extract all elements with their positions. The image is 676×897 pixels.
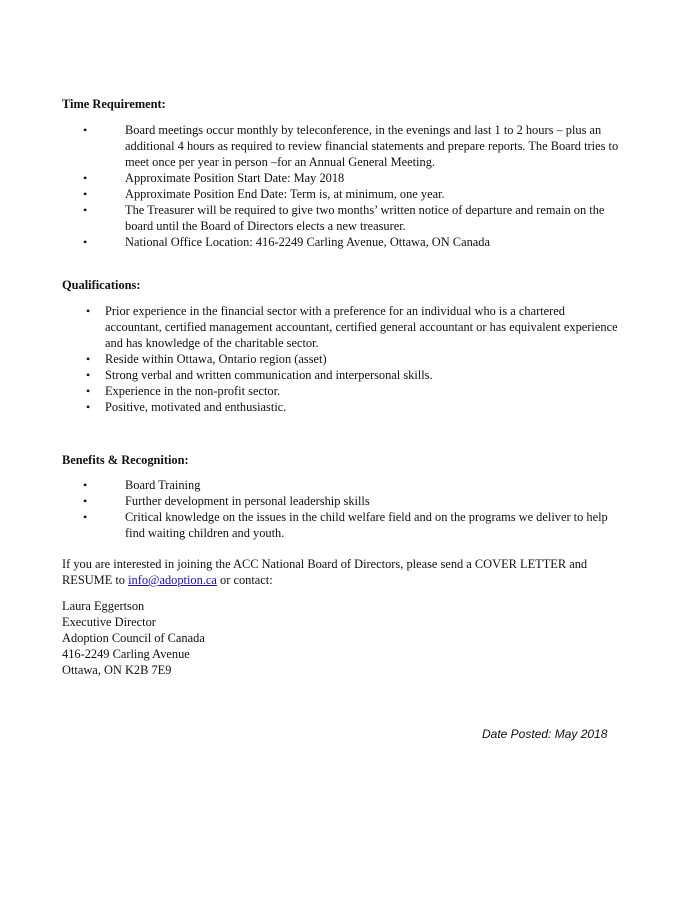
list-item: [62, 122, 622, 170]
bullet-icon: •: [86, 368, 91, 382]
closing-text-after: or contact:: [216, 573, 273, 587]
time-requirement-section: [62, 96, 622, 250]
list-item: [62, 186, 622, 202]
list-item: [62, 202, 622, 234]
contact-city: Ottawa, ON K2B 7E9: [62, 663, 172, 677]
list-item: [62, 351, 622, 367]
list-item: [62, 383, 622, 399]
bullet-icon: •: [83, 478, 88, 492]
list-item-text: Strong verbal and written communication and interpersonal skills.: [105, 368, 433, 382]
contact-street: 416-2249 Carling Avenue: [62, 647, 190, 661]
list-item: [62, 509, 622, 541]
list-item-text: Positive, motivated and enthusiastic.: [105, 400, 287, 414]
benefits-section: [62, 452, 622, 541]
closing-text: [62, 556, 622, 588]
list-item-text: Approximate Position Start Date: May 2018: [125, 171, 345, 185]
list-item-text: The Treasurer will be required to give two months’ written notice of departure and remain on the board until the Board of Directors elects a new treasurer.: [125, 203, 605, 233]
list-item-text: Board meetings occur monthly by teleconference, in the evenings and last 1 to 2 hours – plus an additional 4 hours as required to review financial statements and prepare reports. The Board tries to meet once per year in person –for an Annual General Meeting.: [125, 123, 619, 169]
list-item: [62, 493, 622, 509]
email-link[interactable]: info@adoption.ca: [128, 573, 217, 587]
list-item-text: Board Training: [125, 478, 201, 492]
bullet-icon: •: [83, 187, 88, 201]
list-item-text: Reside within Ottawa, Ontario region (asset): [105, 352, 327, 366]
bullet-icon: •: [86, 352, 91, 366]
date-posted: Date Posted: May 2018: [482, 727, 608, 741]
qualifications-section: [62, 277, 622, 415]
bullet-icon: •: [83, 123, 88, 137]
contact-organization: Adoption Council of Canada: [62, 631, 205, 645]
bullet-icon: •: [83, 510, 88, 524]
list-item-text: National Office Location: 416-2249 Carling Avenue, Ottawa, ON Canada: [125, 235, 490, 249]
closing-text-before: If you are interested in joining the ACC National Board of Directors, please send a COVER LETTER and RESUME to: [62, 557, 588, 587]
bullet-icon: •: [86, 400, 91, 414]
list-item: [62, 477, 622, 493]
closing-paragraph: [62, 556, 622, 588]
qualifications-heading: Qualifications:: [62, 278, 141, 292]
time-requirement-list: [62, 122, 622, 250]
bullet-icon: •: [86, 304, 91, 318]
list-item: [62, 399, 622, 415]
list-item-text: Prior experience in the financial sector with a preference for an individual who is a chartered accountant, certified management accountant, certified general accountant or has equivalent experience and has knowledge of the charitable sector.: [105, 304, 618, 350]
list-item: [62, 367, 622, 383]
list-item: [62, 234, 622, 250]
list-item-text: Critical knowledge on the issues in the child welfare field and on the programs we deliver to help find waiting children and youth.: [125, 510, 608, 540]
qualifications-list: [62, 303, 622, 415]
contact-name: Laura Eggertson: [62, 599, 145, 613]
bullet-icon: •: [83, 171, 88, 185]
list-item: [62, 170, 622, 186]
bullet-icon: •: [83, 235, 88, 249]
contact-block: [62, 598, 622, 678]
list-item-text: Experience in the non-profit sector.: [105, 384, 281, 398]
list-item: [62, 303, 622, 351]
bullet-icon: •: [83, 494, 88, 508]
bullet-icon: •: [86, 384, 91, 398]
benefits-list: [62, 477, 622, 541]
benefits-heading: Benefits & Recognition:: [62, 453, 189, 467]
bullet-icon: •: [83, 203, 88, 217]
time-requirement-heading: Time Requirement:: [62, 97, 166, 111]
list-item-text: Approximate Position End Date: Term is, at minimum, one year.: [125, 187, 445, 201]
contact-title: Executive Director: [62, 615, 156, 629]
list-item-text: Further development in personal leadership skills: [125, 494, 370, 508]
